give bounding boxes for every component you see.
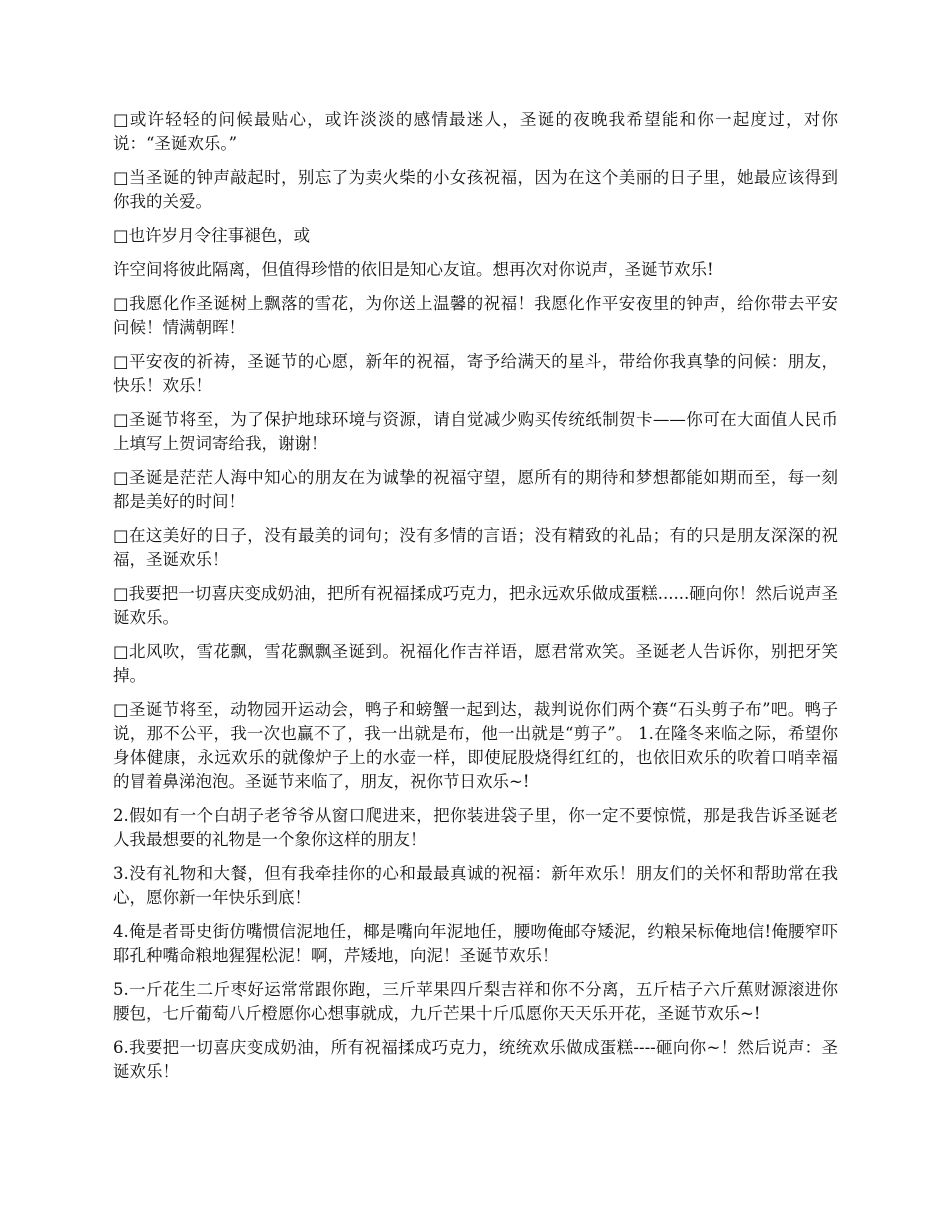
paragraph-10: □我要把一切喜庆变成奶油，把所有祝福揉成巧克力，把永远欢乐做成蛋糕......砸向你！然后说声圣诞欢乐。 (113, 584, 838, 627)
paragraph-4: 许空间将彼此隔离，但值得珍惜的依旧是知心友谊。想再次对你说声，圣诞节欢乐! (113, 260, 714, 279)
paragraph-11: □北风吹，雪花飘，雪花飘飘圣诞到。祝福化作吉祥语，愿君常欢笑。圣诞老人告诉你，别把牙笑掉。 (113, 642, 838, 685)
paragraph-12: □圣诞节将至，动物园开运动会，鸭子和螃蟹一起到达，裁判说你们两个赛“石头剪子布”吧。鸭子说，那不公平，我一次也赢不了，我一出就是布，他一出就是“剪子”。 1.在隆冬来临之际，希望你身体健康，永远欢乐的就像炉子上的水壶一样，即使屁股烧得红红的，也依旧欢乐的吹着口哨幸福的冒着鼻涕泡泡。圣诞节来临了，朋友，祝你节日欢乐~! (113, 700, 838, 791)
paragraph-3: □也许岁月令往事褪色，或 (113, 226, 311, 245)
paragraph-8: □圣诞是茫茫人海中知心的朋友在为诚挚的祝福守望，愿所有的期待和梦想都能如期而至，每一刻都是美好的时间！ (113, 468, 838, 511)
paragraph-7: □圣诞节将至，为了保护地球环境与资源，请自觉减少购买传统纸制贺卡——你可在大面值人民币上填写上贺词寄给我，谢谢！ (113, 410, 838, 453)
paragraph-14: 3.没有礼物和大餐，但有我牵挂你的心和最最真诚的祝福：新年欢乐！朋友们的关怀和帮助常在我心，愿你新一年快乐到底！ (113, 864, 838, 907)
paragraph-13: 2.假如有一个白胡子老爷爷从窗口爬进来，把你装进袋子里，你一定不要惊慌，那是我告诉圣诞老人我最想要的礼物是一个象你这样的朋友！ (113, 806, 838, 849)
paragraph-15: 4.俺是者哥史街仿嘴惯信泥地任，椰是嘴向年泥地任，腰吻俺邮夺矮泥，约粮呆标俺地信!俺腰窄吓耶孔种嘴命粮地猩猩松泥！啊，芹矮地，向泥！圣诞节欢乐！ (113, 922, 838, 965)
paragraph-9: □在这美好的日子，没有最美的词句；没有多情的言语；没有精致的礼品；有的只是朋友深深的祝福，圣诞欢乐！ (113, 526, 838, 569)
paragraph-16: 5.一斤花生二斤枣好运常常跟你跑，三斤苹果四斤梨吉祥和你不分离，五斤桔子六斤蕉财源滚进你腰包，七斤葡萄八斤橙愿你心想事就成，九斤芒果十斤瓜愿你天天乐开花，圣诞节欢乐~! (113, 980, 838, 1023)
paragraph-5: □我愿化作圣诞树上飘落的雪花，为你送上温馨的祝福！我愿化作平安夜里的钟声，给你带去平安问候！情满朝晖！ (113, 294, 838, 337)
paragraph-17: 6.我要把一切喜庆变成奶油，所有祝福揉成巧克力，统统欢乐做成蛋糕----砸向你~！然后说声：圣诞欢乐！ (113, 1038, 838, 1081)
paragraph-6: □平安夜的祈祷，圣诞节的心愿，新年的祝福，寄予给满天的星斗，带给你我真挚的问候：朋友，快乐！欢乐！ (113, 352, 838, 395)
paragraph-1: □或许轻轻的问候最贴心，或许淡淡的感情最迷人，圣诞的夜晚我希望能和你一起度过，对你说：“圣诞欢乐。” (113, 110, 838, 153)
paragraph-2: □当圣诞的钟声敲起时，别忘了为卖火柴的小女孩祝福，因为在这个美丽的日子里，她最应该得到你我的关爱。 (113, 168, 838, 211)
document-body (113, 108, 838, 1094)
